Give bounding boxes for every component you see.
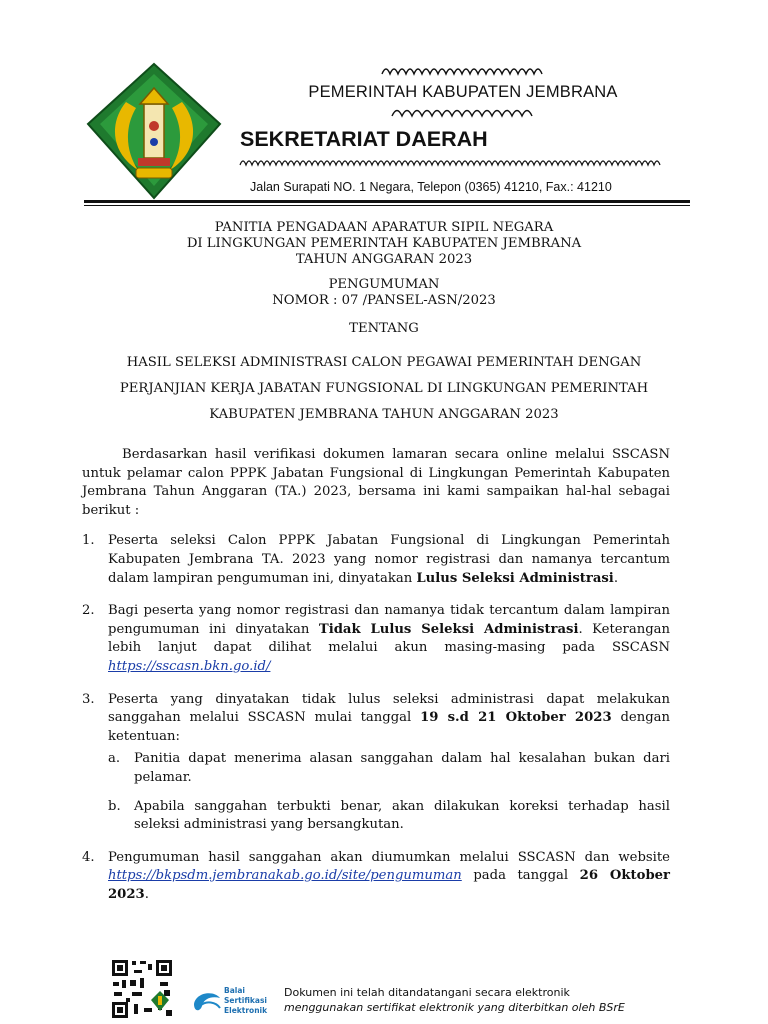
list-item-3: 3. Peserta yang dinyatakan tidak lulus seleksi administrasi dapat melakukan sanggahan melalui SSCASN mulai tanggal 19 s.d 21 Oktober 2023 dengan ketentuan: a. Panitia dapat menerima alasan sanggahan dalam hal kesalahan bukan dari pelamar. b. Apabila sanggahan terbukti benar, akan dilakukan koreksi terhadap hasil seleksi administrasi yang bersangkutan.	[82, 691, 670, 835]
letterhead-divider-thick	[84, 200, 690, 203]
bsre-label-1: Balai	[224, 986, 245, 995]
office-address: Jalan Surapati NO. 1 Negara, Telepon (0365) 41210, Fax.: 41210	[250, 180, 612, 194]
jembrana-emblem-logo	[86, 62, 222, 200]
announcement-body	[82, 446, 670, 918]
signature-line-1: Dokumen ini telah ditandatangani secara elektronik	[284, 986, 570, 999]
subject-line-2: PERJANJIAN KERJA JABATAN FUNGSIONAL DI LINGKUNGAN PEMERINTAH	[119, 381, 649, 396]
announcement-number: NOMOR : 07 /PANSEL-ASN/2023	[272, 293, 496, 308]
list-item-1: 1. Peserta seleksi Calon PPPK Jabatan Fungsional di Lingkungan Pemerintah Kabupaten Jembrana TA. 2023 yang nomor registrasi dan namanya tercantum dalam lampiran pengumuman ini, dinyatakan Lulus Seleksi Administrasi.	[82, 533, 670, 586]
bsre-logo	[190, 984, 278, 1018]
bsre-label-3: Elektronik	[224, 1006, 268, 1015]
government-name: PEMERINTAH KABUPATEN JEMBRANA	[308, 83, 618, 101]
sub-item-b: b. Apabila sanggahan terbukti benar, akan dilakukan koreksi terhadap hasil seleksi administrasi yang bersangkutan.	[108, 798, 670, 833]
committee-line-2: DI LINGKUNGAN PEMERINTAH KABUPATEN JEMBRANA	[186, 236, 582, 251]
balinese-script-line-3	[238, 152, 688, 172]
letterhead-divider-thin	[84, 205, 690, 206]
list-item-4: 4. Pengumuman hasil sanggahan akan diumumkan melalui SSCASN dan website https://bkpsdm.jembranakab.go.id/site/pengumuman pada tanggal 26 Oktober 2023.	[82, 849, 671, 902]
committee-heading	[0, 220, 768, 268]
announcement-subject	[60, 350, 708, 428]
electronic-signature-notice	[284, 985, 625, 1015]
sub-item-a: a. Panitia dapat menerima alasan sanggahan dalam hal kesalahan bukan dari pelamar.	[108, 751, 670, 785]
sscasn-link[interactable]: https://sscasn.bkn.go.id/	[108, 658, 271, 674]
announcement-heading	[0, 277, 768, 309]
office-name: SEKRETARIAT DAERAH	[240, 127, 488, 151]
about-label: TENTANG	[349, 321, 419, 336]
committee-line-1: PANITIA PENGADAAN APARATUR SIPIL NEGARA	[214, 220, 554, 235]
bkpsdm-link[interactable]: https://bkpsdm.jembranakab.go.id/site/pengumuman	[108, 868, 462, 884]
subject-line-1: HASIL SELEKSI ADMINISTRASI CALON PEGAWAI PEMERINTAH DENGAN	[126, 355, 642, 370]
intro-paragraph: Berdasarkan hasil verifikasi dokumen lamaran secara online melalui SSCASN untuk pelamar calon PPPK Jabatan Fungsional di Lingkungan Pemerintah Kabupaten Jembrana Tahun Anggaran (TA.) 2023, bersama ini kami sampaikan hal-hal sebagai berikut :	[82, 447, 670, 518]
balinese-script-line-2	[388, 102, 538, 122]
announcement-label: PENGUMUMAN	[328, 277, 440, 292]
signature-line-2: menggunakan sertifikat elektronik yang diterbitkan oleh BSrE	[284, 1001, 625, 1014]
balinese-script-line-1	[378, 60, 548, 80]
committee-line-3: TAHUN ANGGARAN 2023	[295, 252, 473, 267]
emblem-small-icon	[150, 990, 170, 1012]
bsre-label-2: Sertifikasi	[224, 996, 267, 1005]
list-item-2: 2. Bagi peserta yang nomor registrasi dan namanya tidak tercantum dalam lampiran pengumuman ini dinyatakan Tidak Lulus Seleksi Administrasi. Keterangan lebih lanjut dapat dilihat melalui akun masing-masing pada SSCASN https://sscasn.bkn.go.id/	[82, 603, 671, 674]
subject-line-3: KABUPATEN JEMBRANA TAHUN ANGGARAN 2023	[209, 407, 559, 422]
letterhead	[228, 60, 698, 172]
